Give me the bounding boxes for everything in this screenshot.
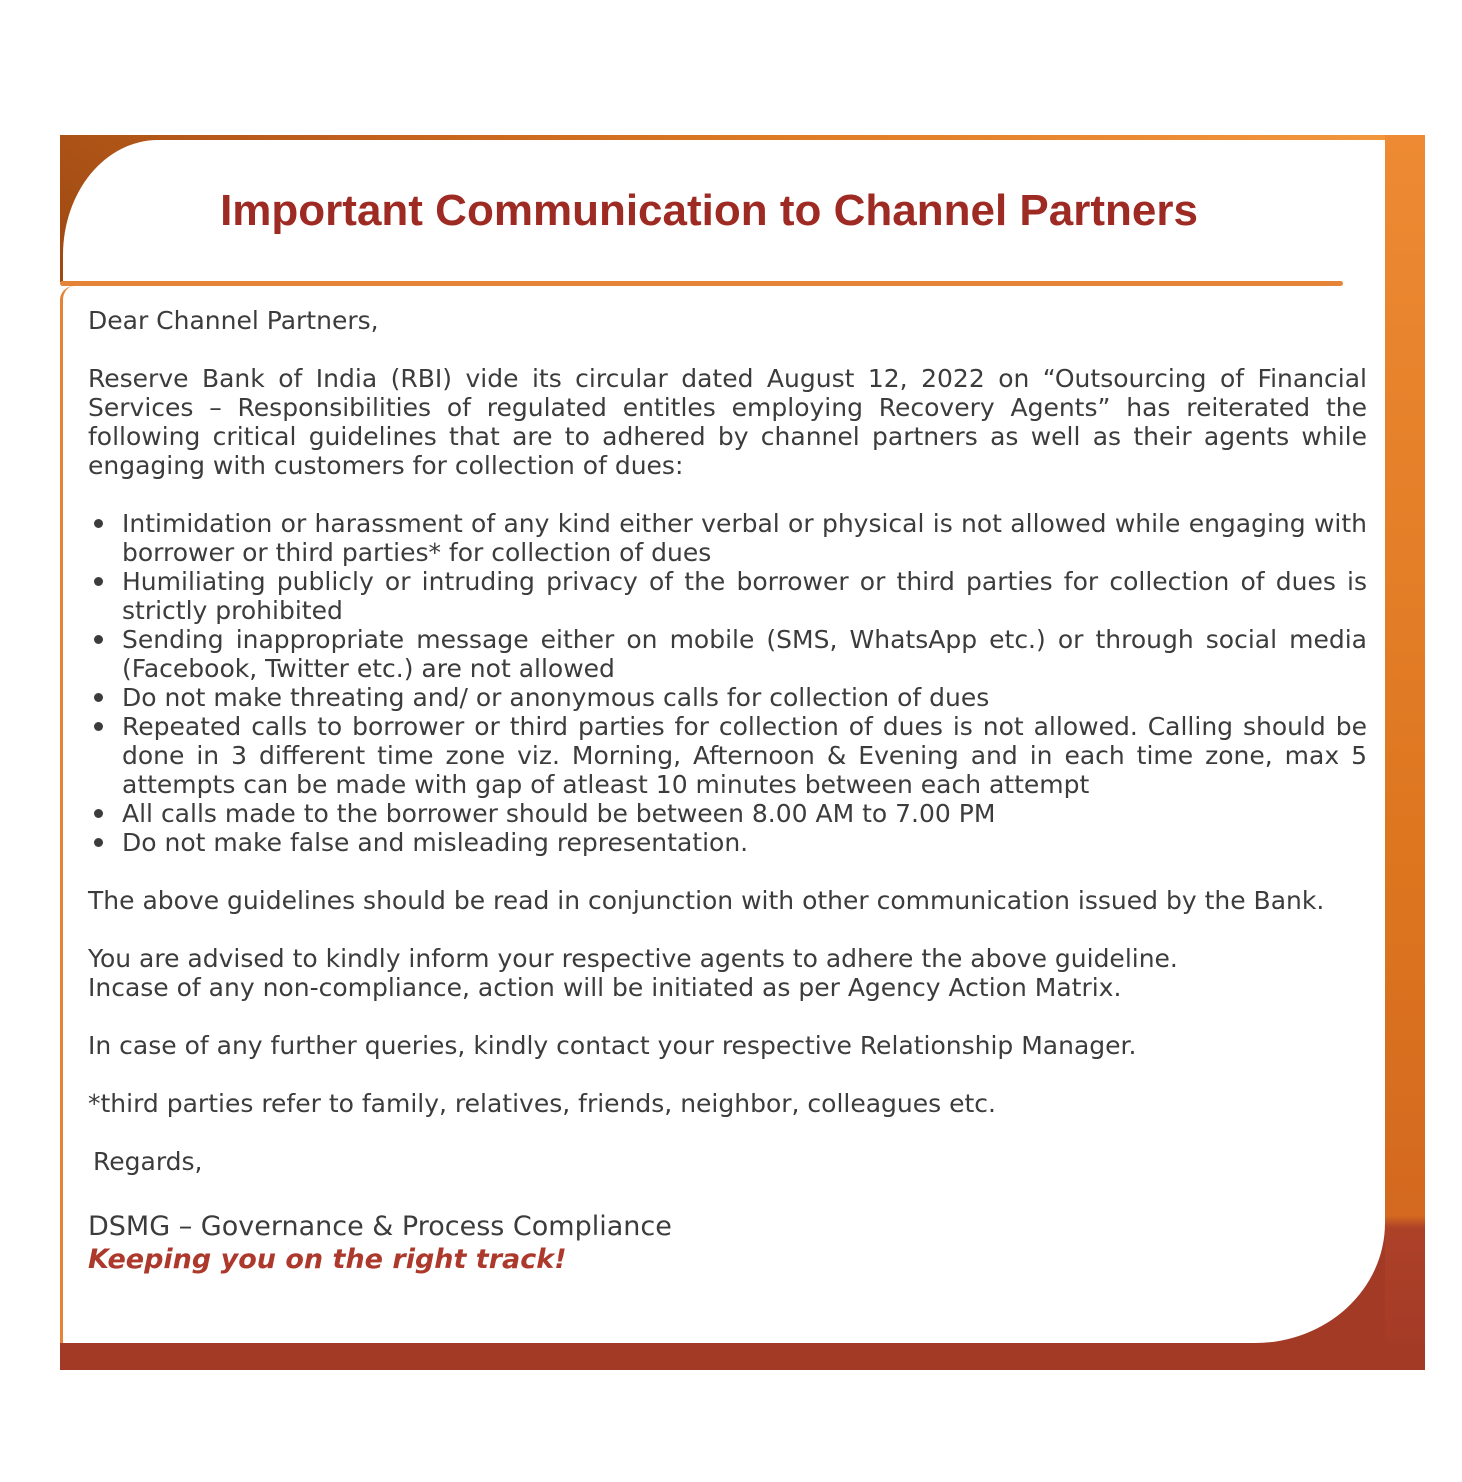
guideline-item: Repeated calls to borrower or third parties for collection of dues is not allowed. Calling should be done in 3 different time zone viz. Morning, Afternoon & Evening and in each time zone, max 5 attempts can be made with gap of atleast 10 minutes between each attempt xyxy=(88,712,1367,799)
notice-body xyxy=(60,286,1385,1343)
guideline-item: All calls made to the borrower should be between 8.00 AM to 7.00 PM xyxy=(88,799,1367,828)
guideline-item: Do not make false and misleading representation. xyxy=(88,828,1367,857)
notice-card xyxy=(60,135,1425,1370)
tagline: Keeping you on the right track! xyxy=(88,1244,567,1275)
header-band xyxy=(60,135,1385,282)
guideline-item: Intimidation or harassment of any kind either verbal or physical is not allowed while engaging with borrower or third parties* for collection of dues xyxy=(88,509,1367,567)
footnote: *third parties refer to family, relatives, friends, neighbor, colleagues etc. xyxy=(88,1089,996,1118)
signature-team: DSMG – Governance & Process Compliance xyxy=(88,1211,672,1242)
advisory-paragraph xyxy=(88,944,1367,1002)
conjunction-paragraph: The above guidelines should be read in conjunction with other communication issued by the Bank. xyxy=(88,886,1325,915)
regards: Regards, xyxy=(93,1147,203,1176)
queries-paragraph: In case of any further queries, kindly contact your respective Relationship Manager. xyxy=(88,1031,1137,1060)
advisory-line-2: Incase of any non-compliance, action will be initiated as per Agency Action Matrix. xyxy=(88,973,1122,1002)
guideline-item: Sending inappropriate message either on mobile (SMS, WhatsApp etc.) or through social media (Facebook, Twitter etc.) are not allowed xyxy=(88,625,1367,683)
bottom-accent-band xyxy=(60,1343,1425,1370)
guideline-item: Do not make threating and/ or anonymous calls for collection of dues xyxy=(88,683,1367,712)
guideline-item: Humiliating publicly or intruding privacy of the borrower or third parties for collection of dues is strictly prohibited xyxy=(88,567,1367,625)
header-inner xyxy=(63,140,1385,282)
salutation: Dear Channel Partners, xyxy=(88,306,379,335)
intro-paragraph: Reserve Bank of India (RBI) vide its circular dated August 12, 2022 on “Outsourcing of Financial Services – Responsibilities of regulated entitles employing Recovery Agents” has reiterated the following critical guidelines that are to adhered by channel partners as well as their agents while engaging with customers for collection of dues: xyxy=(88,364,1367,480)
guidelines-list xyxy=(88,509,1367,857)
advisory-line-1: You are advised to kindly inform your respective agents to adhere the above guideline. xyxy=(88,944,1178,973)
right-accent-bar xyxy=(1385,135,1425,1370)
signature-block xyxy=(88,1211,1367,1275)
page-title: Important Communication to Channel Partners xyxy=(220,186,1198,235)
